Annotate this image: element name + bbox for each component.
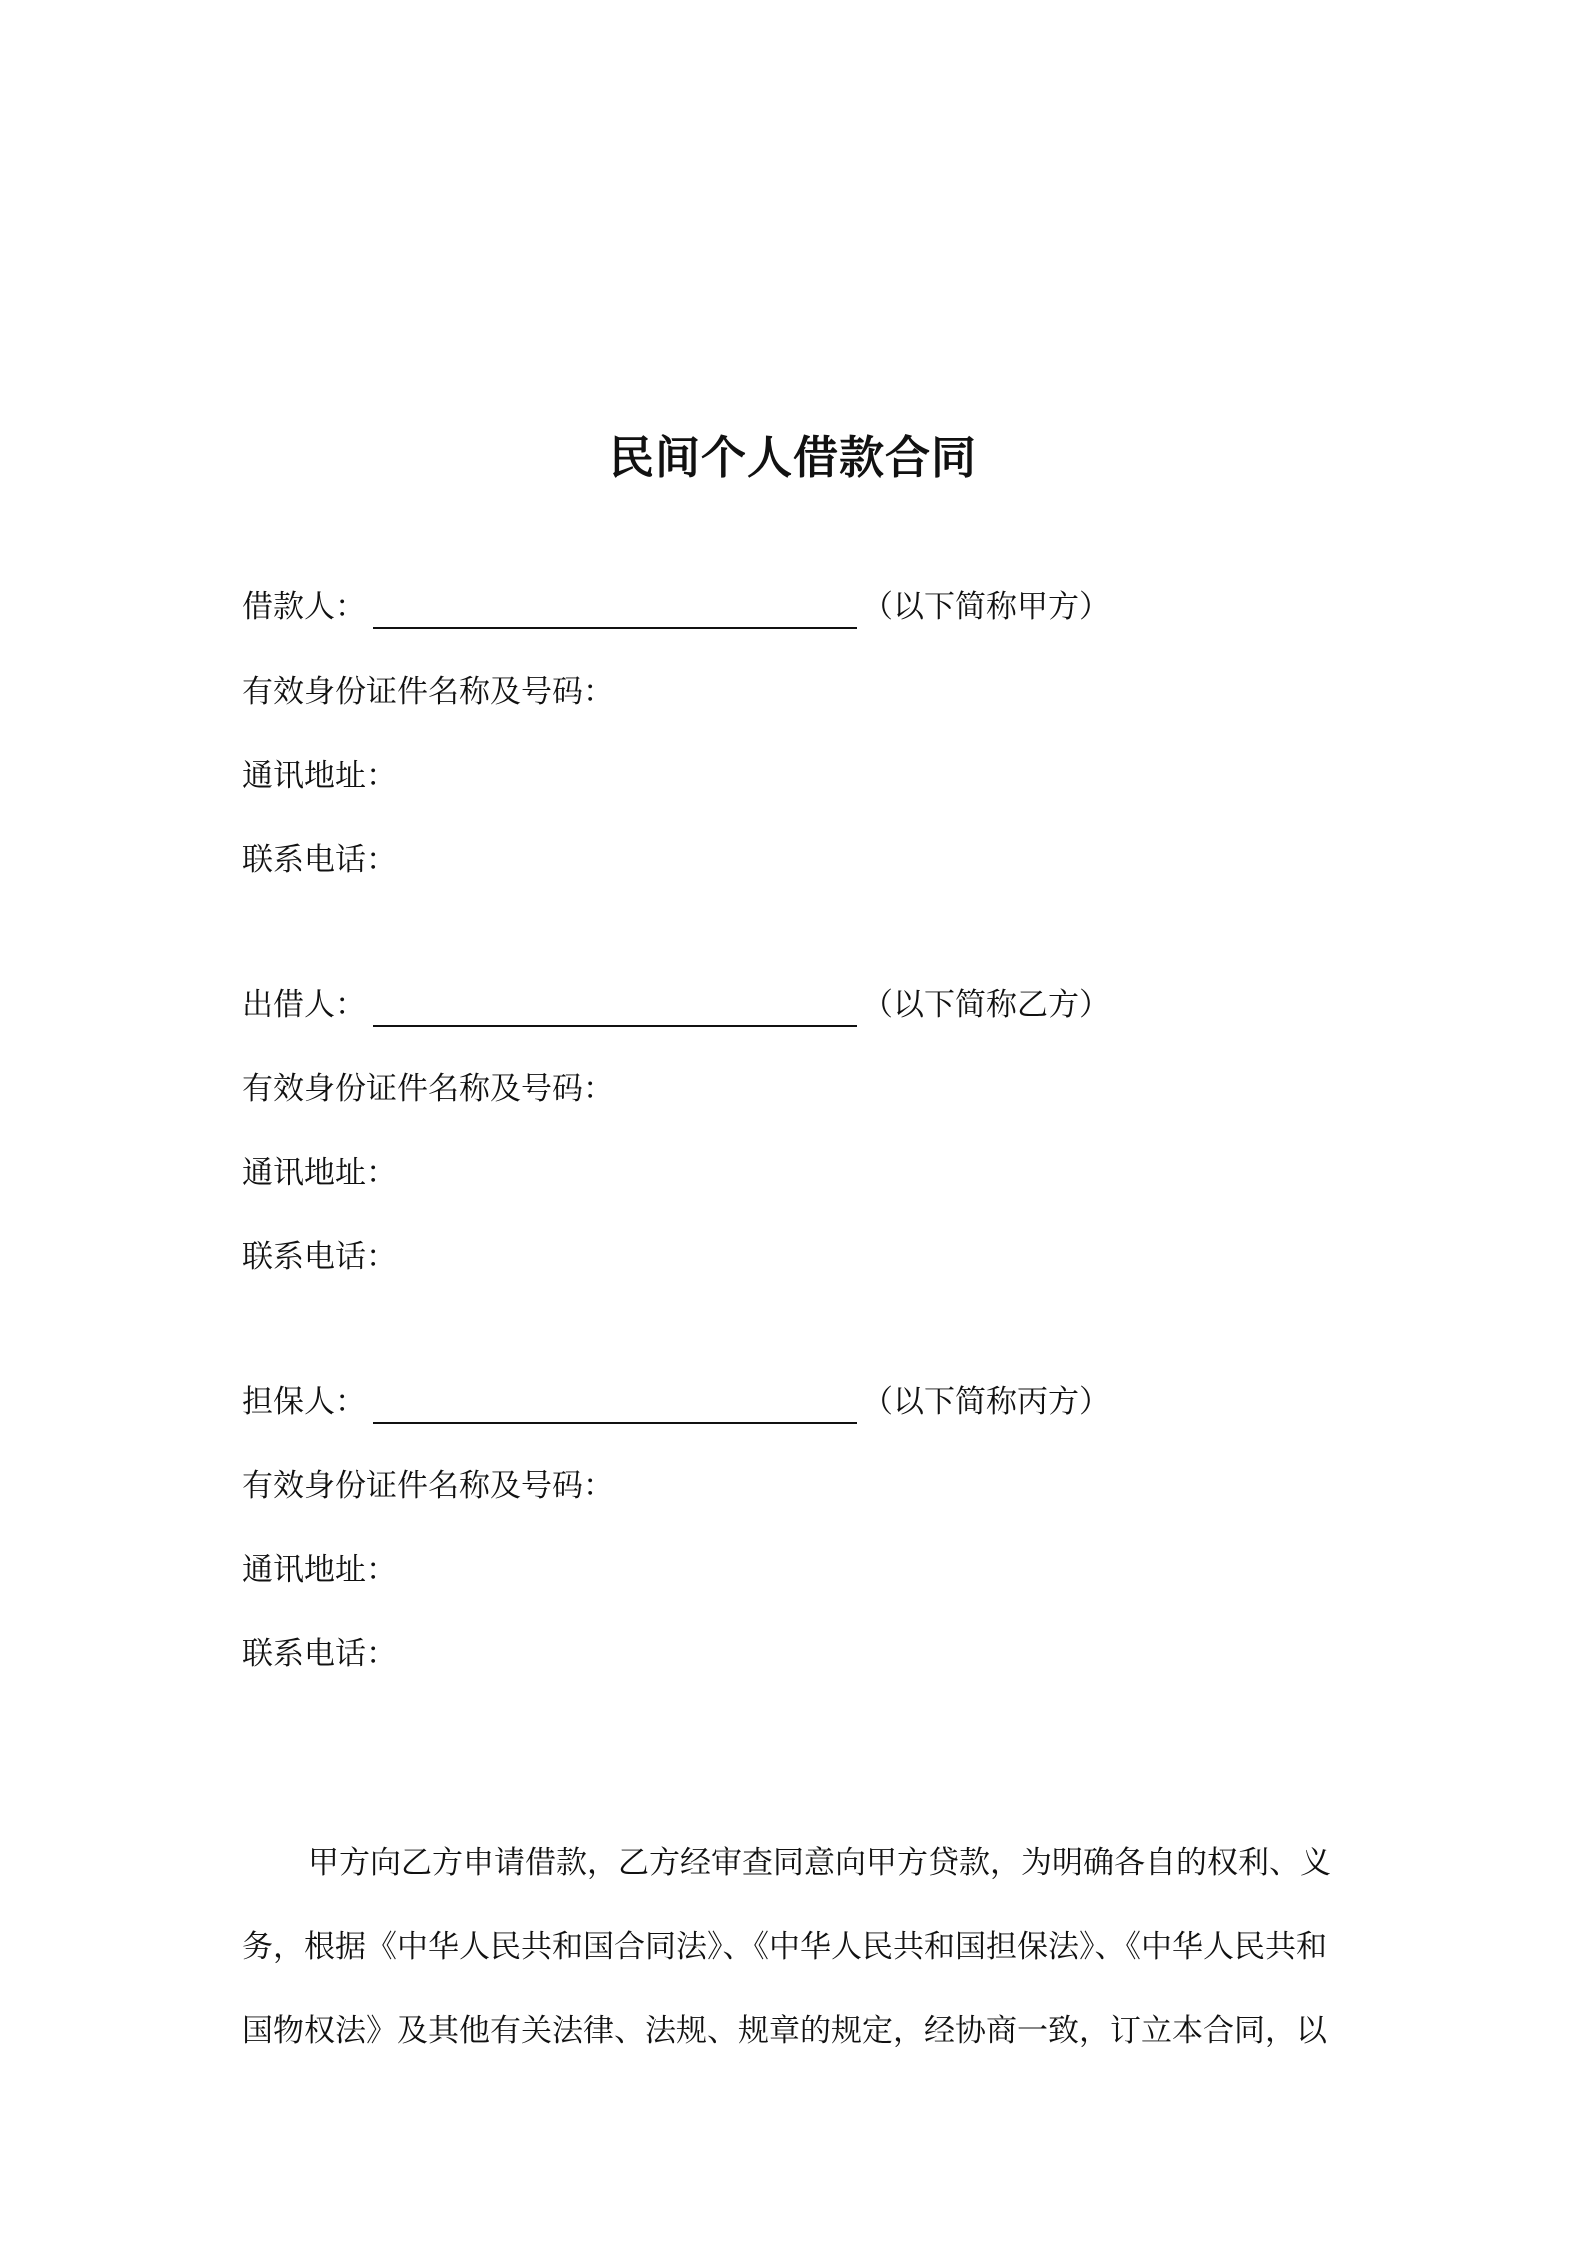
body-paragraph-line-1: 甲方向乙方申请借款，乙方经审查同意向甲方贷款，为明确各自的权利、义 xyxy=(308,1845,1331,1881)
guarantor-id-label: 有效身份证件名称及号码： xyxy=(242,1468,614,1504)
lender-name-blank[interactable] xyxy=(373,987,857,1027)
guarantor-abbreviation: （以下简称丙方） xyxy=(862,1384,1110,1420)
borrower-abbreviation: （以下简称甲方） xyxy=(862,589,1110,625)
lender-address-label: 通讯地址： xyxy=(242,1155,397,1191)
borrower-line xyxy=(242,585,1362,629)
body-paragraph-line-2: 务，根据《中华人民共和国合同法》、《中华人民共和国担保法》、《中华人民共和 xyxy=(242,1929,1327,1965)
guarantor-name-blank[interactable] xyxy=(373,1384,857,1424)
lender-abbreviation: （以下简称乙方） xyxy=(862,987,1110,1023)
borrower-id-label: 有效身份证件名称及号码： xyxy=(242,674,614,710)
body-paragraph-line-3: 国物权法》及其他有关法律、法规、规章的规定，经协商一致，订立本合同，以 xyxy=(242,2013,1327,2049)
lender-phone-label: 联系电话： xyxy=(242,1239,397,1275)
borrower-address-label: 通讯地址： xyxy=(242,758,397,794)
guarantor-address-label: 通讯地址： xyxy=(242,1552,397,1588)
guarantor-label: 担保人： xyxy=(242,1384,366,1420)
guarantor-phone-label: 联系电话： xyxy=(242,1636,397,1672)
borrower-phone-label: 联系电话： xyxy=(242,842,397,878)
borrower-name-blank[interactable] xyxy=(373,589,857,629)
borrower-label: 借款人： xyxy=(242,589,366,625)
lender-line xyxy=(242,983,1362,1027)
document-title: 民间个人借款合同 xyxy=(608,431,977,484)
lender-id-label: 有效身份证件名称及号码： xyxy=(242,1071,614,1107)
guarantor-line xyxy=(242,1380,1362,1424)
lender-label: 出借人： xyxy=(242,987,366,1023)
